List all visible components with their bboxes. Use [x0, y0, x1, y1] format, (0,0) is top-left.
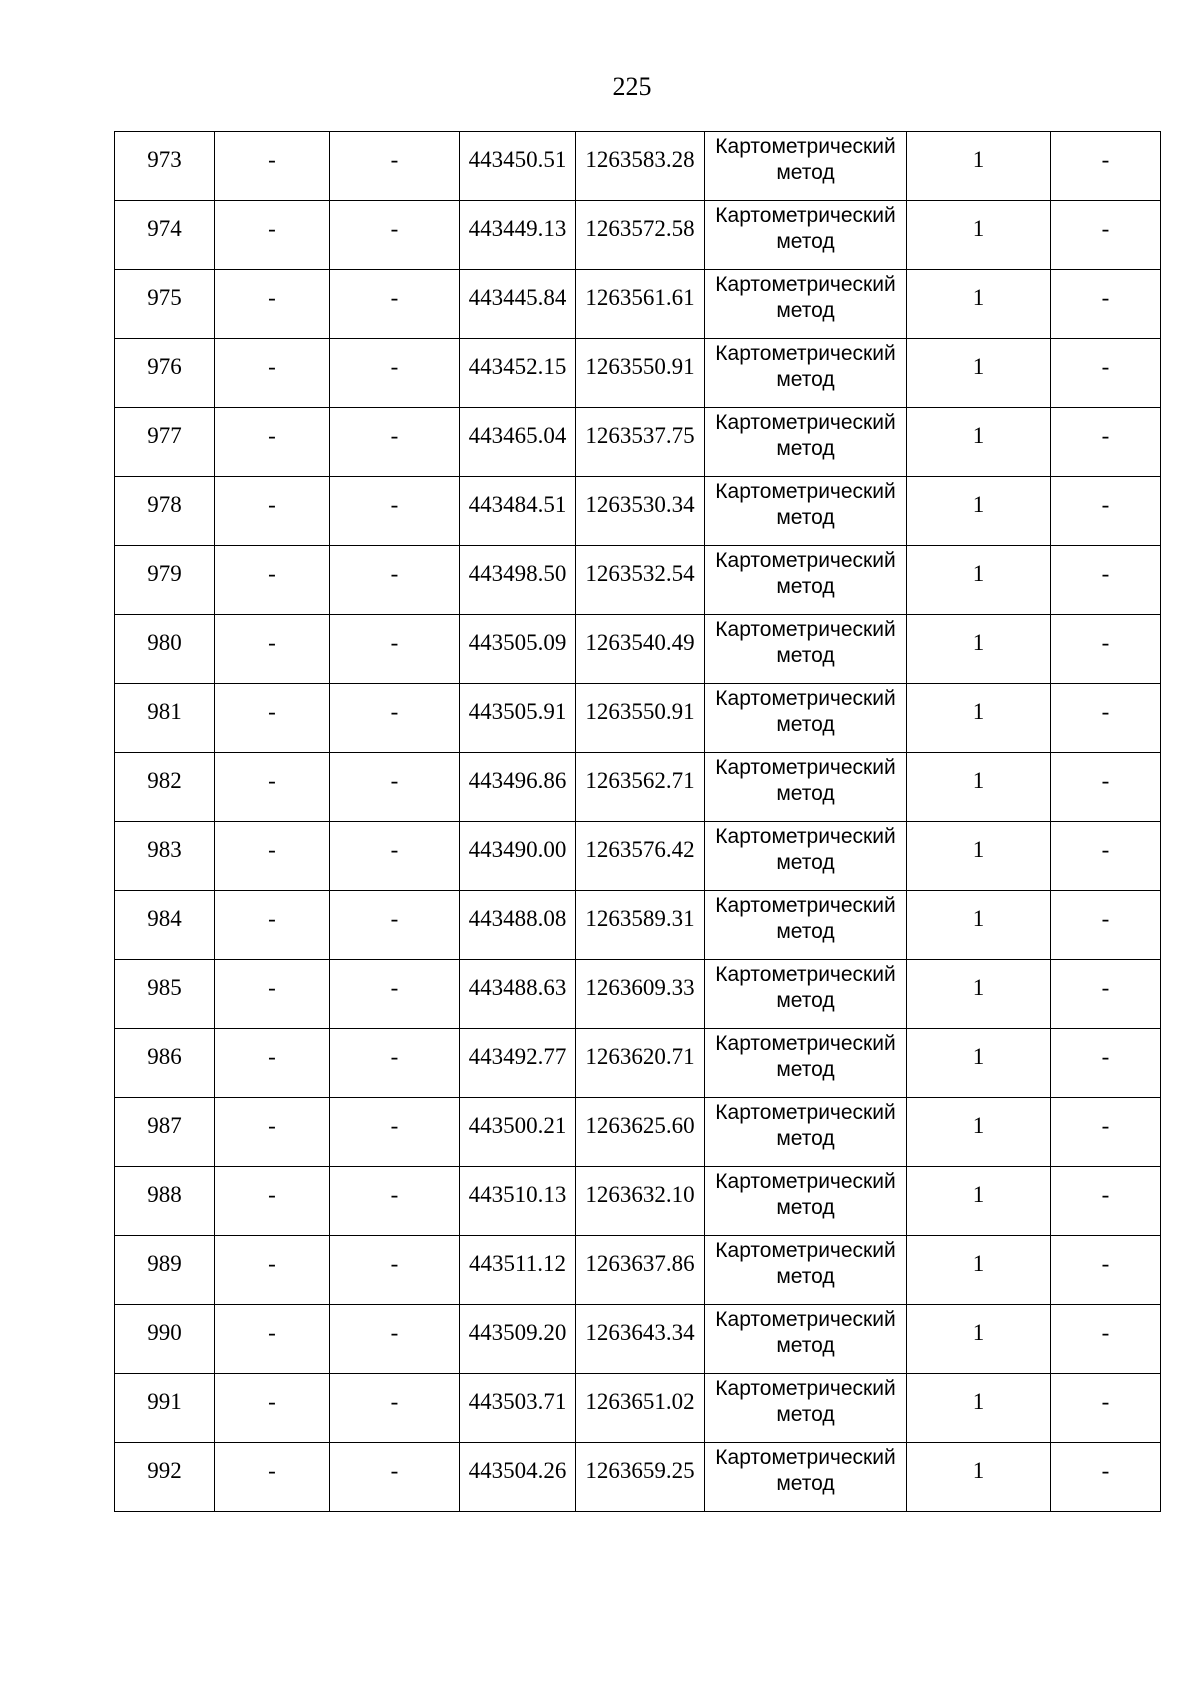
- x-coordinate-cell: 443445.84: [460, 270, 576, 339]
- table-row: [115, 1236, 1161, 1305]
- empty-dash-cell: -: [330, 1374, 460, 1443]
- method-cell: [705, 1374, 907, 1443]
- method-line-1: Картометрический: [715, 549, 896, 572]
- method-line-1: Картометрический: [715, 756, 896, 779]
- table-row: [115, 408, 1161, 477]
- method-line-1: Картометрический: [715, 204, 896, 227]
- method-line-2: метод: [776, 575, 835, 598]
- method-line-2: метод: [776, 1196, 835, 1219]
- method-cell: [705, 339, 907, 408]
- y-coordinate-cell: 1263620.71: [576, 1029, 705, 1098]
- x-coordinate-cell: 443505.09: [460, 615, 576, 684]
- accuracy-cell: 1: [907, 339, 1051, 408]
- method-line-1: Картометрический: [715, 1239, 896, 1262]
- empty-dash-cell: -: [1051, 339, 1161, 408]
- method-cell: [705, 1098, 907, 1167]
- empty-dash-cell: -: [1051, 132, 1161, 201]
- y-coordinate-cell: 1263637.86: [576, 1236, 705, 1305]
- point-number-cell: 976: [115, 339, 215, 408]
- point-number-cell: 990: [115, 1305, 215, 1374]
- point-number-cell: 992: [115, 1443, 215, 1512]
- table-row: [115, 822, 1161, 891]
- method-line-1: Картометрический: [715, 1308, 896, 1331]
- method-cell: [705, 408, 907, 477]
- accuracy-cell: 1: [907, 201, 1051, 270]
- accuracy-cell: 1: [907, 1167, 1051, 1236]
- x-coordinate-cell: 443503.71: [460, 1374, 576, 1443]
- method-line-2: метод: [776, 1403, 835, 1426]
- method-line-1: Картометрический: [715, 825, 896, 848]
- empty-dash-cell: -: [330, 1305, 460, 1374]
- y-coordinate-cell: 1263561.61: [576, 270, 705, 339]
- method-line-1: Картометрический: [715, 480, 896, 503]
- accuracy-cell: 1: [907, 615, 1051, 684]
- empty-dash-cell: -: [1051, 822, 1161, 891]
- accuracy-cell: 1: [907, 270, 1051, 339]
- y-coordinate-cell: 1263583.28: [576, 132, 705, 201]
- empty-dash-cell: -: [1051, 1098, 1161, 1167]
- y-coordinate-cell: 1263651.02: [576, 1374, 705, 1443]
- y-coordinate-cell: 1263632.10: [576, 1167, 705, 1236]
- x-coordinate-cell: 443490.00: [460, 822, 576, 891]
- x-coordinate-cell: 443452.15: [460, 339, 576, 408]
- x-coordinate-cell: 443488.08: [460, 891, 576, 960]
- y-coordinate-cell: 1263643.34: [576, 1305, 705, 1374]
- empty-dash-cell: -: [215, 1098, 330, 1167]
- method-line-2: метод: [776, 437, 835, 460]
- y-coordinate-cell: 1263550.91: [576, 684, 705, 753]
- empty-dash-cell: -: [330, 1443, 460, 1512]
- empty-dash-cell: -: [1051, 753, 1161, 822]
- accuracy-cell: 1: [907, 684, 1051, 753]
- method-line-2: метод: [776, 1472, 835, 1495]
- empty-dash-cell: -: [1051, 615, 1161, 684]
- empty-dash-cell: -: [1051, 270, 1161, 339]
- empty-dash-cell: -: [330, 753, 460, 822]
- method-line-1: Картометрический: [715, 1446, 896, 1469]
- method-line-2: метод: [776, 1265, 835, 1288]
- y-coordinate-cell: 1263537.75: [576, 408, 705, 477]
- empty-dash-cell: -: [215, 546, 330, 615]
- method-line-1: Картометрический: [715, 963, 896, 986]
- empty-dash-cell: -: [330, 822, 460, 891]
- empty-dash-cell: -: [215, 477, 330, 546]
- method-cell: [705, 132, 907, 201]
- method-line-1: Картометрический: [715, 1170, 896, 1193]
- method-line-2: метод: [776, 644, 835, 667]
- empty-dash-cell: -: [215, 1167, 330, 1236]
- method-line-2: метод: [776, 989, 835, 1012]
- table-row: [115, 753, 1161, 822]
- x-coordinate-cell: 443504.26: [460, 1443, 576, 1512]
- point-number-cell: 979: [115, 546, 215, 615]
- empty-dash-cell: -: [215, 615, 330, 684]
- point-number-cell: 991: [115, 1374, 215, 1443]
- x-coordinate-cell: 443500.21: [460, 1098, 576, 1167]
- point-number-cell: 986: [115, 1029, 215, 1098]
- method-line-2: метод: [776, 1127, 835, 1150]
- empty-dash-cell: -: [215, 339, 330, 408]
- empty-dash-cell: -: [1051, 546, 1161, 615]
- method-line-1: Картометрический: [715, 1377, 896, 1400]
- empty-dash-cell: -: [1051, 1029, 1161, 1098]
- empty-dash-cell: -: [1051, 1236, 1161, 1305]
- point-number-cell: 983: [115, 822, 215, 891]
- method-cell: [705, 960, 907, 1029]
- method-cell: [705, 753, 907, 822]
- y-coordinate-cell: 1263530.34: [576, 477, 705, 546]
- empty-dash-cell: -: [330, 339, 460, 408]
- x-coordinate-cell: 443465.04: [460, 408, 576, 477]
- empty-dash-cell: -: [215, 822, 330, 891]
- empty-dash-cell: -: [330, 684, 460, 753]
- method-line-2: метод: [776, 851, 835, 874]
- point-number-cell: 980: [115, 615, 215, 684]
- point-number-cell: 988: [115, 1167, 215, 1236]
- table-row: [115, 546, 1161, 615]
- method-line-1: Картометрический: [715, 273, 896, 296]
- empty-dash-cell: -: [330, 891, 460, 960]
- table-row: [115, 1443, 1161, 1512]
- table-row: [115, 1098, 1161, 1167]
- empty-dash-cell: -: [330, 270, 460, 339]
- accuracy-cell: 1: [907, 1029, 1051, 1098]
- method-line-1: Картометрический: [715, 135, 896, 158]
- point-number-cell: 987: [115, 1098, 215, 1167]
- empty-dash-cell: -: [215, 753, 330, 822]
- empty-dash-cell: -: [330, 477, 460, 546]
- method-line-2: метод: [776, 506, 835, 529]
- accuracy-cell: 1: [907, 960, 1051, 1029]
- method-line-1: Картометрический: [715, 618, 896, 641]
- empty-dash-cell: -: [330, 408, 460, 477]
- table-body: [115, 132, 1161, 1512]
- method-cell: [705, 1029, 907, 1098]
- empty-dash-cell: -: [1051, 408, 1161, 477]
- accuracy-cell: 1: [907, 132, 1051, 201]
- empty-dash-cell: -: [215, 1443, 330, 1512]
- x-coordinate-cell: 443505.91: [460, 684, 576, 753]
- empty-dash-cell: -: [215, 891, 330, 960]
- y-coordinate-cell: 1263572.58: [576, 201, 705, 270]
- point-number-cell: 989: [115, 1236, 215, 1305]
- accuracy-cell: 1: [907, 1236, 1051, 1305]
- method-cell: [705, 615, 907, 684]
- x-coordinate-cell: 443498.50: [460, 546, 576, 615]
- method-cell: [705, 270, 907, 339]
- empty-dash-cell: -: [330, 546, 460, 615]
- table-row: [115, 684, 1161, 753]
- accuracy-cell: 1: [907, 891, 1051, 960]
- empty-dash-cell: -: [1051, 1167, 1161, 1236]
- x-coordinate-cell: 443488.63: [460, 960, 576, 1029]
- empty-dash-cell: -: [330, 132, 460, 201]
- empty-dash-cell: -: [330, 1236, 460, 1305]
- table-row: [115, 132, 1161, 201]
- coordinates-table: [114, 131, 1161, 1512]
- accuracy-cell: 1: [907, 822, 1051, 891]
- method-line-1: Картометрический: [715, 894, 896, 917]
- method-line-1: Картометрический: [715, 1032, 896, 1055]
- x-coordinate-cell: 443484.51: [460, 477, 576, 546]
- accuracy-cell: 1: [907, 1374, 1051, 1443]
- empty-dash-cell: -: [330, 615, 460, 684]
- method-line-2: метод: [776, 368, 835, 391]
- empty-dash-cell: -: [1051, 960, 1161, 1029]
- point-number-cell: 973: [115, 132, 215, 201]
- accuracy-cell: 1: [907, 477, 1051, 546]
- point-number-cell: 978: [115, 477, 215, 546]
- method-cell: [705, 891, 907, 960]
- empty-dash-cell: -: [1051, 1374, 1161, 1443]
- point-number-cell: 985: [115, 960, 215, 1029]
- point-number-cell: 975: [115, 270, 215, 339]
- method-cell: [705, 1167, 907, 1236]
- empty-dash-cell: -: [215, 201, 330, 270]
- x-coordinate-cell: 443510.13: [460, 1167, 576, 1236]
- method-line-1: Картометрический: [715, 411, 896, 434]
- empty-dash-cell: -: [1051, 1443, 1161, 1512]
- y-coordinate-cell: 1263562.71: [576, 753, 705, 822]
- accuracy-cell: 1: [907, 546, 1051, 615]
- empty-dash-cell: -: [1051, 684, 1161, 753]
- empty-dash-cell: -: [1051, 891, 1161, 960]
- method-line-2: метод: [776, 920, 835, 943]
- empty-dash-cell: -: [215, 270, 330, 339]
- x-coordinate-cell: 443450.51: [460, 132, 576, 201]
- accuracy-cell: 1: [907, 1305, 1051, 1374]
- table-row: [115, 891, 1161, 960]
- table-row: [115, 960, 1161, 1029]
- method-line-2: метод: [776, 782, 835, 805]
- empty-dash-cell: -: [215, 132, 330, 201]
- y-coordinate-cell: 1263589.31: [576, 891, 705, 960]
- method-cell: [705, 1305, 907, 1374]
- method-line-2: метод: [776, 161, 835, 184]
- method-cell: [705, 684, 907, 753]
- y-coordinate-cell: 1263625.60: [576, 1098, 705, 1167]
- empty-dash-cell: -: [215, 1029, 330, 1098]
- accuracy-cell: 1: [907, 1443, 1051, 1512]
- table-row: [115, 201, 1161, 270]
- empty-dash-cell: -: [215, 1236, 330, 1305]
- x-coordinate-cell: 443496.86: [460, 753, 576, 822]
- empty-dash-cell: -: [330, 1098, 460, 1167]
- table-row: [115, 339, 1161, 408]
- method-line-2: метод: [776, 713, 835, 736]
- point-number-cell: 977: [115, 408, 215, 477]
- x-coordinate-cell: 443449.13: [460, 201, 576, 270]
- table-row: [115, 270, 1161, 339]
- table-row: [115, 1305, 1161, 1374]
- table-row: [115, 1374, 1161, 1443]
- method-cell: [705, 201, 907, 270]
- empty-dash-cell: -: [215, 408, 330, 477]
- accuracy-cell: 1: [907, 753, 1051, 822]
- x-coordinate-cell: 443511.12: [460, 1236, 576, 1305]
- empty-dash-cell: -: [330, 960, 460, 1029]
- method-line-2: метод: [776, 1058, 835, 1081]
- y-coordinate-cell: 1263540.49: [576, 615, 705, 684]
- y-coordinate-cell: 1263532.54: [576, 546, 705, 615]
- method-cell: [705, 546, 907, 615]
- page-number: 225: [612, 72, 652, 101]
- empty-dash-cell: -: [1051, 1305, 1161, 1374]
- method-cell: [705, 822, 907, 891]
- method-line-1: Картометрический: [715, 687, 896, 710]
- accuracy-cell: 1: [907, 408, 1051, 477]
- point-number-cell: 982: [115, 753, 215, 822]
- method-line-2: метод: [776, 299, 835, 322]
- point-number-cell: 981: [115, 684, 215, 753]
- empty-dash-cell: -: [215, 960, 330, 1029]
- method-cell: [705, 477, 907, 546]
- x-coordinate-cell: 443509.20: [460, 1305, 576, 1374]
- table-row: [115, 1029, 1161, 1098]
- y-coordinate-cell: 1263550.91: [576, 339, 705, 408]
- empty-dash-cell: -: [215, 1305, 330, 1374]
- y-coordinate-cell: 1263659.25: [576, 1443, 705, 1512]
- method-line-2: метод: [776, 1334, 835, 1357]
- table-row: [115, 477, 1161, 546]
- method-line-2: метод: [776, 230, 835, 253]
- empty-dash-cell: -: [330, 1167, 460, 1236]
- empty-dash-cell: -: [215, 684, 330, 753]
- table-row: [115, 615, 1161, 684]
- empty-dash-cell: -: [330, 1029, 460, 1098]
- method-cell: [705, 1443, 907, 1512]
- method-line-1: Картометрический: [715, 342, 896, 365]
- method-line-1: Картометрический: [715, 1101, 896, 1124]
- empty-dash-cell: -: [330, 201, 460, 270]
- point-number-cell: 984: [115, 891, 215, 960]
- y-coordinate-cell: 1263576.42: [576, 822, 705, 891]
- table-row: [115, 1167, 1161, 1236]
- empty-dash-cell: -: [215, 1374, 330, 1443]
- y-coordinate-cell: 1263609.33: [576, 960, 705, 1029]
- accuracy-cell: 1: [907, 1098, 1051, 1167]
- method-cell: [705, 1236, 907, 1305]
- empty-dash-cell: -: [1051, 201, 1161, 270]
- empty-dash-cell: -: [1051, 477, 1161, 546]
- point-number-cell: 974: [115, 201, 215, 270]
- x-coordinate-cell: 443492.77: [460, 1029, 576, 1098]
